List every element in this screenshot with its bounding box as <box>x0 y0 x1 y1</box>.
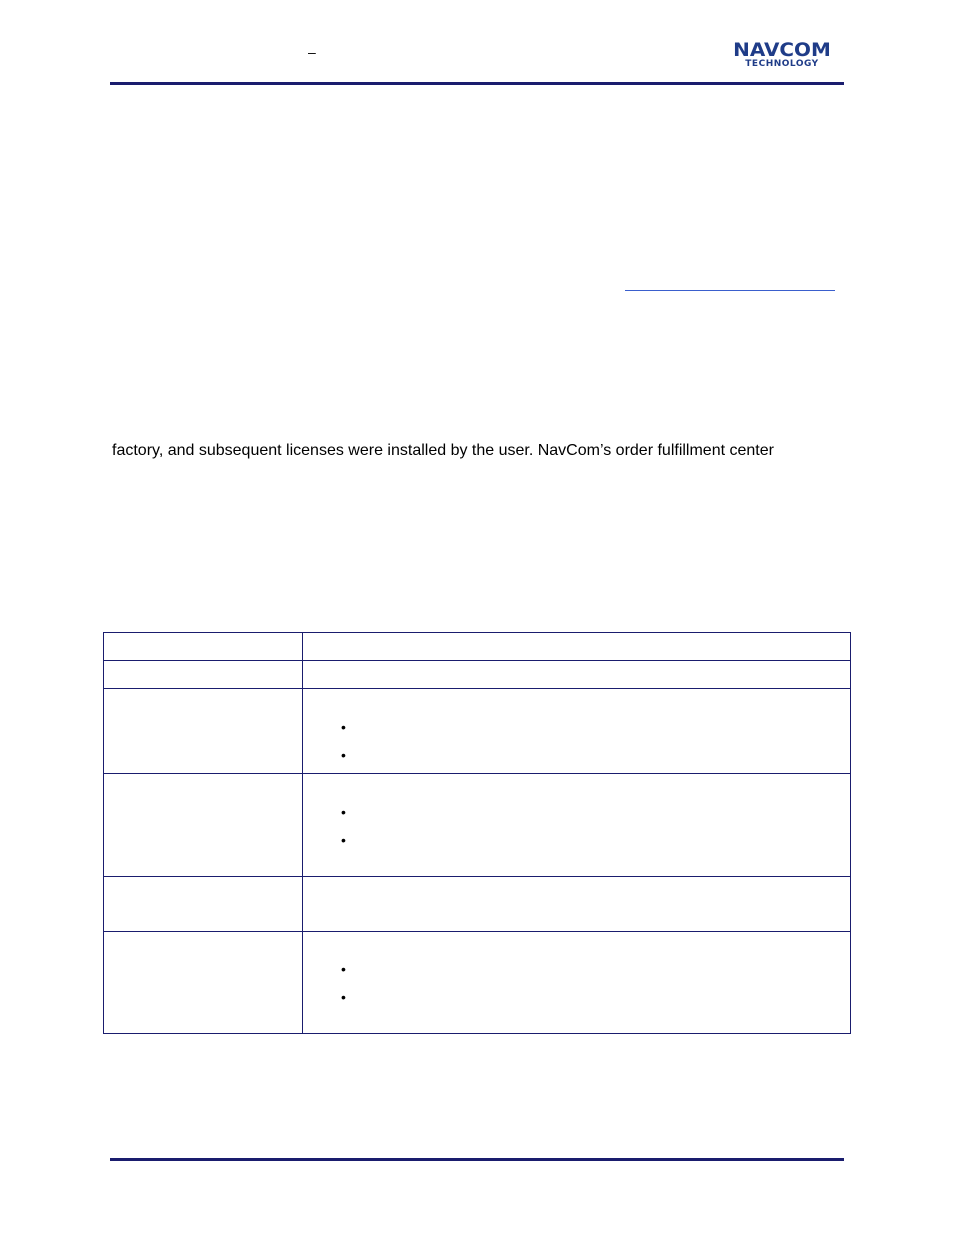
table-row <box>104 661 851 689</box>
logo-main-text: NAVCOM <box>733 39 831 61</box>
logo-sub-text: TECHNOLOGY <box>745 59 819 69</box>
table-cell-value <box>303 774 851 877</box>
bullet-marker: • <box>341 804 346 820</box>
bullet-marker: • <box>341 719 346 735</box>
table-cell-label <box>104 689 303 774</box>
body-paragraph-line: factory, and subsequent licenses were installed by the user. NavCom’s order fulfillment center <box>112 442 774 459</box>
bullet-marker: • <box>341 832 346 848</box>
table-row <box>104 689 851 774</box>
table-cell-value <box>303 932 851 1034</box>
header-dash: – <box>308 44 316 60</box>
spec-table <box>103 632 851 1034</box>
table-cell-label <box>104 932 303 1034</box>
table-row <box>104 932 851 1034</box>
table-cell-value <box>303 633 851 661</box>
table-row <box>104 633 851 661</box>
table-row <box>104 877 851 932</box>
footer-rule <box>110 1158 844 1161</box>
table-cell-label <box>104 877 303 932</box>
table-cell-label <box>104 661 303 689</box>
table-row <box>104 774 851 877</box>
table-cell-value <box>303 877 851 932</box>
table-cell-label <box>104 633 303 661</box>
navcom-logo <box>720 39 844 70</box>
header-rule <box>110 82 844 85</box>
table-cell-label <box>104 774 303 877</box>
hyperlink-underline[interactable] <box>625 290 835 291</box>
table-cell-value <box>303 661 851 689</box>
table-cell-value <box>303 689 851 774</box>
bullet-marker: • <box>341 747 346 763</box>
bullet-marker: • <box>341 989 346 1005</box>
bullet-marker: • <box>341 961 346 977</box>
